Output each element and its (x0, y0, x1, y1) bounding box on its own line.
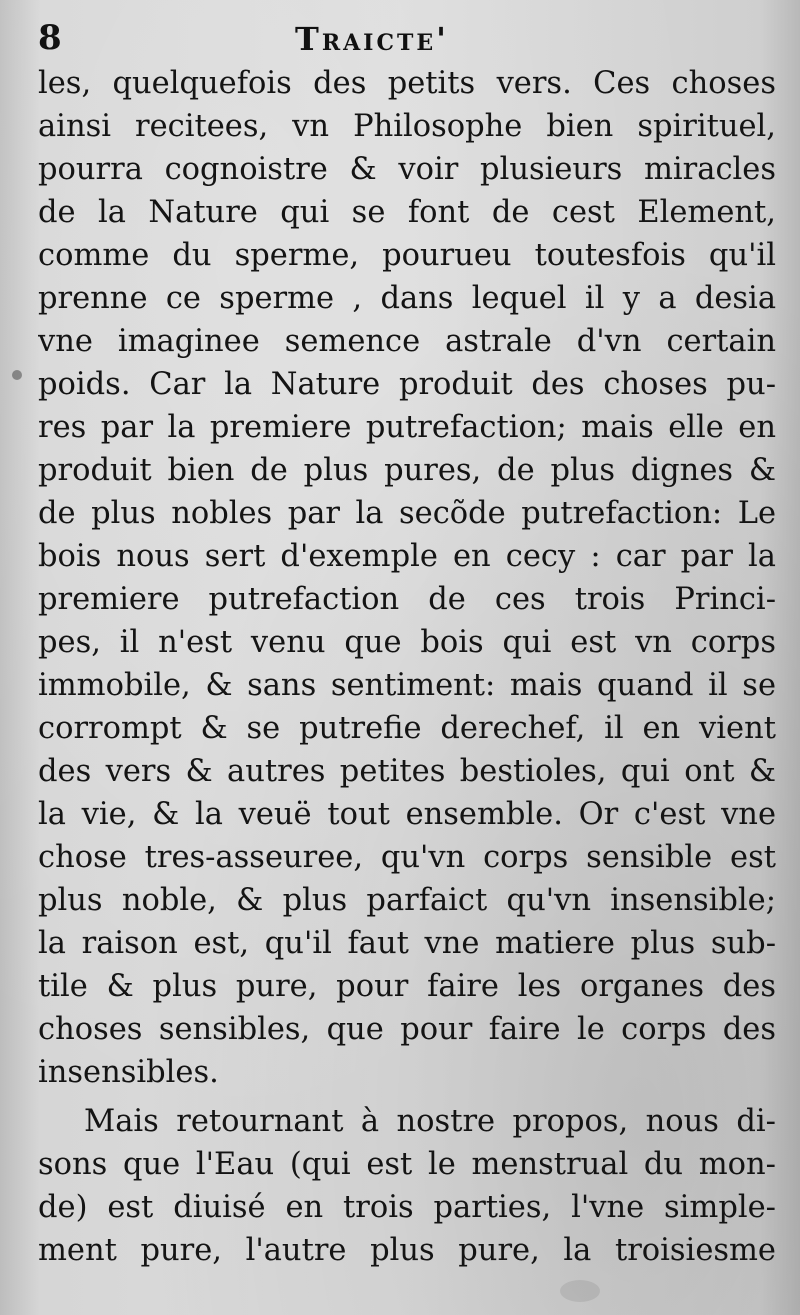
body-text (38, 62, 776, 1272)
text-line: poids. Car la Nature produit des choses pu- (38, 367, 776, 402)
text-line: la raison est, qu'il faut vne matiere plus sub- (38, 926, 776, 961)
text-line: res par la premiere putrefaction; mais elle en (38, 410, 776, 445)
text-line: prenne ce sperme , dans lequel il y a desia (38, 281, 776, 316)
text-line: de plus nobles par la secõde putrefaction: Le (38, 496, 776, 531)
page-number: 8 (38, 18, 62, 58)
text-line: de) est diuisé en trois parties, l'vne simple- (38, 1190, 776, 1225)
paragraph-end-line: insensibles. (38, 1055, 219, 1090)
text-line: pourra cognoistre & voir plusieurs miracles (38, 152, 776, 187)
text-line: plus noble, & plus parfaict qu'vn insensible; (38, 883, 776, 918)
paper-stain (560, 1280, 600, 1302)
text-line: ainsi recitees, vn Philosophe bien spirituel, (38, 109, 776, 144)
text-line: premiere putrefaction de ces trois Princi- (38, 582, 776, 617)
page-header (0, 14, 800, 62)
text-line: bois nous sert d'exemple en cecy : car par la (38, 539, 776, 574)
text-line: les, quelquefois des petits vers. Ces choses (38, 66, 776, 101)
text-line: tile & plus pure, pour faire les organes des (38, 969, 776, 1004)
text-line: chose tres-asseuree, qu'vn corps sensible est (38, 840, 776, 875)
text-line: ment pure, l'autre plus pure, la troisiesme (38, 1233, 776, 1268)
text-line: la vie, & la veuë tout ensemble. Or c'est vne (38, 797, 776, 832)
text-line: vne imaginee semence astrale d'vn certain (38, 324, 776, 359)
text-line: produit bien de plus pures, de plus dignes & (38, 453, 776, 488)
text-line: comme du sperme, pourueu toutesfois qu'il (38, 238, 776, 273)
text-line: immobile, & sans sentiment: mais quand il se (38, 668, 776, 703)
text-line: sons que l'Eau (qui est le menstrual du mon- (38, 1147, 776, 1182)
paper-stain (12, 370, 22, 380)
text-line: des vers & autres petites bestioles, qui ont & (38, 754, 776, 789)
text-line: de la Nature qui se font de cest Element, (38, 195, 776, 230)
text-line: pes, il n'est venu que bois qui est vn corps (38, 625, 776, 660)
paragraph-start-line: Mais retournant à nostre propos, nous di- (84, 1104, 776, 1139)
text-line: corrompt & se putrefie derechef, il en vient (38, 711, 776, 746)
text-line: choses sensibles, que pour faire le corps des (38, 1012, 776, 1047)
running-title: Traicte' (295, 20, 449, 58)
